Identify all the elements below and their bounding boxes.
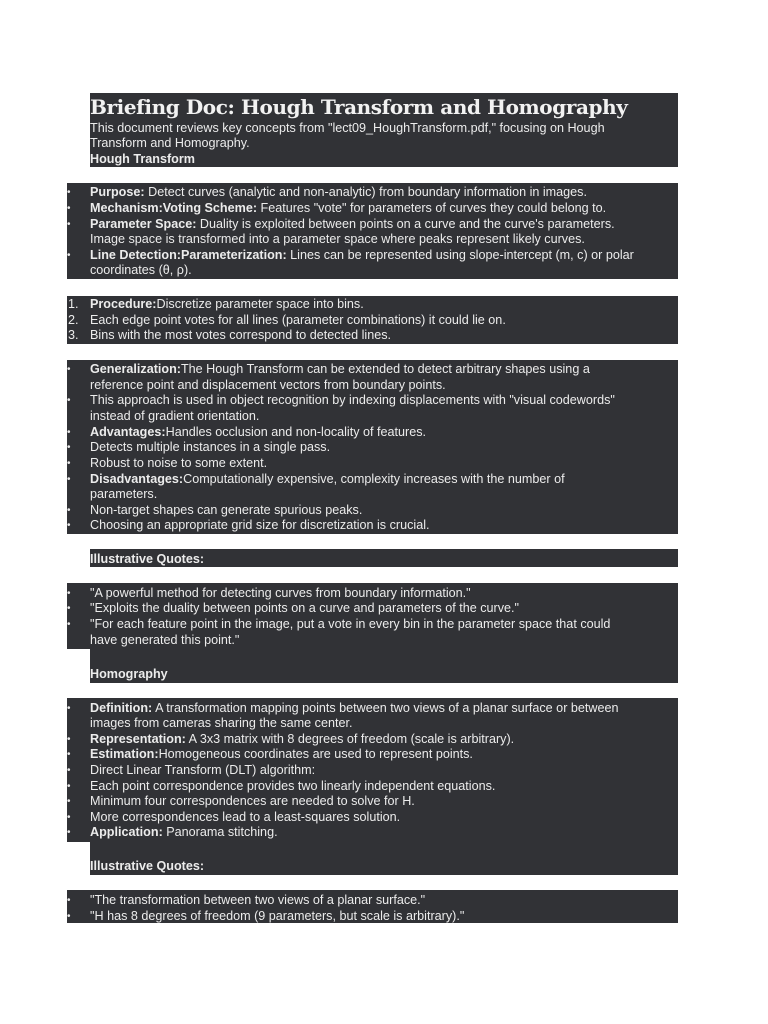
list-item-continuation: instead of gradient orientation.	[90, 409, 260, 423]
list-item: Detects multiple instances in a single pass.	[90, 440, 331, 454]
list-number: 1.	[68, 297, 79, 311]
bullet-marker: •	[67, 734, 71, 745]
bullet-marker: •	[67, 827, 71, 838]
list-item: Application: Panorama stitching.	[90, 825, 278, 839]
list-item: Advantages:Handles occlusion and non-locality of features.	[90, 425, 427, 439]
section-heading-hough: Hough Transform	[90, 152, 195, 166]
quote-item: "H has 8 degrees of freedom (9 parameters, but scale is arbitrary)."	[90, 909, 465, 923]
page-title: Briefing Doc: Hough Transform and Homography	[90, 95, 628, 119]
list-item-continuation: coordinates (θ, ρ).	[90, 263, 192, 277]
bullet-marker: •	[67, 427, 71, 438]
intro-line-2: Transform and Homography.	[90, 136, 250, 150]
list-item: Minimum four correspondences are needed to solve for H.	[90, 794, 415, 808]
list-item: Direct Linear Transform (DLT) algorithm:	[90, 763, 316, 777]
bullet-marker: •	[67, 749, 71, 760]
bullet-marker: •	[67, 395, 71, 406]
list-item: Generalization:The Hough Transform can be extended to detect arbitrary shapes using a	[90, 362, 590, 376]
quote-item-continuation: have generated this point."	[90, 633, 240, 647]
list-item-continuation: Image space is transformed into a parameter space where peaks represent likely curves.	[90, 232, 585, 246]
list-item: Robust to noise to some extent.	[90, 456, 268, 470]
list-item: Choosing an appropriate grid size for discretization is crucial.	[90, 518, 430, 532]
quote-item: "For each feature point in the image, put a vote in every bin in the parameter space that could	[90, 617, 611, 631]
bullet-marker: •	[67, 765, 71, 776]
bullet-marker: •	[67, 603, 71, 614]
bullet-marker: •	[67, 619, 71, 630]
bullet-marker: •	[67, 588, 71, 599]
quotes-heading: Illustrative Quotes:	[90, 552, 205, 566]
list-item: Each point correspondence provides two linearly independent equations.	[90, 779, 496, 793]
list-number: 3.	[68, 328, 79, 342]
list-item: Non-target shapes can generate spurious peaks.	[90, 503, 363, 517]
list-item: Definition: A transformation mapping points between two views of a planar surface or between	[90, 701, 619, 715]
bullet-marker: •	[67, 442, 71, 453]
bullet-marker: •	[67, 781, 71, 792]
bullet-marker: •	[67, 812, 71, 823]
quotes-heading: Illustrative Quotes:	[90, 859, 205, 873]
list-item-continuation: images from cameras sharing the same center.	[90, 716, 353, 730]
bullet-marker: •	[67, 458, 71, 469]
bullet-marker: •	[67, 895, 71, 906]
bullet-marker: •	[67, 911, 71, 922]
bullet-marker: •	[67, 796, 71, 807]
procedure-step: Each edge point votes for all lines (parameter combinations) it could lie on.	[90, 313, 506, 327]
list-number: 2.	[68, 313, 79, 327]
list-item: This approach is used in object recognition by indexing displacements with "visual codewords"	[90, 393, 615, 407]
procedure-step: Procedure:Discretize parameter space into bins.	[90, 297, 364, 311]
list-item-continuation: reference point and displacement vectors from boundary points.	[90, 378, 446, 392]
bullet-marker: •	[67, 250, 71, 261]
intro-line-1: This document reviews key concepts from "lect09_HoughTransform.pdf," focusing on Hough	[90, 121, 605, 135]
bullet-marker: •	[67, 520, 71, 531]
quote-item: "A powerful method for detecting curves from boundary information."	[90, 586, 471, 600]
quote-item: "Exploits the duality between points on a curve and parameters of the curve."	[90, 601, 519, 615]
list-item: Representation: A 3x3 matrix with 8 degrees of freedom (scale is arbitrary).	[90, 732, 515, 746]
procedure-step: Bins with the most votes correspond to detected lines.	[90, 328, 392, 342]
bullet-marker: •	[67, 187, 71, 198]
bullet-marker: •	[67, 703, 71, 714]
list-item: Line Detection:Parameterization: Lines can be represented using slope-intercept (m, c) or polar	[90, 248, 634, 262]
section-heading-homography: Homography	[90, 667, 168, 681]
quote-item: "The transformation between two views of a planar surface."	[90, 893, 426, 907]
list-item: Parameter Space: Duality is exploited between points on a curve and the curve's parameters.	[90, 217, 615, 231]
bullet-marker: •	[67, 474, 71, 485]
list-item: Purpose: Detect curves (analytic and non-analytic) from boundary information in images.	[90, 185, 587, 199]
list-item: Disadvantages:Computationally expensive, complexity increases with the number of	[90, 472, 565, 486]
list-item: Mechanism:Voting Scheme: Features "vote" for parameters of curves they could belong to.	[90, 201, 607, 215]
bullet-marker: •	[67, 219, 71, 230]
list-item: More correspondences lead to a least-squares solution.	[90, 810, 401, 824]
list-item-continuation: parameters.	[90, 487, 158, 501]
bullet-marker: •	[67, 203, 71, 214]
bullet-marker: •	[67, 364, 71, 375]
band-homography-heading	[90, 649, 678, 683]
list-item: Estimation:Homogeneous coordinates are used to represent points.	[90, 747, 473, 761]
bullet-marker: •	[67, 505, 71, 516]
